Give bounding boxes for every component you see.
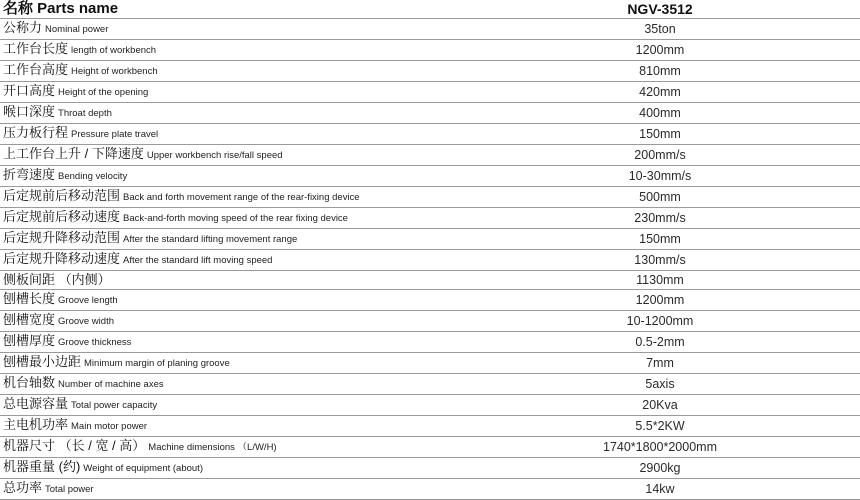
parameter-name-en: Throat depth [58,108,112,119]
table-row [0,145,860,166]
table-row [0,458,860,479]
parameter-name-cell [0,82,440,103]
table-row [0,82,860,103]
parameter-name-cell [0,40,440,61]
parameter-name-en: After the standard lift moving speed [123,255,273,266]
table-row [0,187,860,208]
parameter-name-zh: 开口高度 [3,83,56,98]
parameter-name-en: Minimum margin of planing groove [84,358,230,369]
parameter-name-zh: 后定规升降移动速度 [3,251,121,266]
parameter-value: 200mm/s [440,145,860,166]
parameter-name-en: Back and forth movement range of the rear-fixing device [123,192,360,203]
parameter-name-en: Groove width [58,316,114,327]
table-row [0,332,860,353]
table-header-row [0,0,860,19]
parameter-value: 400mm [440,103,860,124]
parameter-name-cell [0,19,440,40]
table-row [0,416,860,437]
parameter-name-cell [0,416,440,437]
parameter-name-cell [0,479,440,500]
parameter-value: 500mm [440,187,860,208]
parameter-value: 1200mm [440,40,860,61]
parameter-name-en: Total power capacity [71,400,158,411]
parameter-value: 1740*1800*2000mm [440,437,860,458]
parameter-name-zh: 公称力 [3,20,43,35]
parameter-name-cell [0,374,440,395]
parameter-name-cell [0,166,440,187]
parameter-name-cell [0,311,440,332]
parameter-value: 150mm [440,124,860,145]
table-row [0,103,860,124]
parameter-name-cell [0,353,440,374]
table-row [0,61,860,82]
parameter-name-en: Total power [45,484,94,495]
parts-name-header: 名称 Parts name [0,0,440,19]
parameter-name-en: Height of workbench [71,66,158,77]
parameter-name-zh: 后定规前后移动范围 [3,188,121,203]
parameter-value: 150mm [440,229,860,250]
parameter-value: 420mm [440,82,860,103]
table-row [0,479,860,500]
parameter-name-cell [0,145,440,166]
parameter-value: 7mm [440,353,860,374]
parameter-name-zh: 后定规前后移动速度 [3,209,121,224]
model-header: NGV-3512 [440,0,860,19]
parameter-value: 0.5-2mm [440,332,860,353]
parameter-value: 10-1200mm [440,311,860,332]
parameter-name-cell [0,271,440,290]
table-row [0,395,860,416]
table-row [0,229,860,250]
parameter-name-zh: 后定规升降移动范围 [3,230,121,245]
table-row [0,271,860,290]
parameter-name-zh: 工作台长度 [3,41,69,56]
parameter-value: 5axis [440,374,860,395]
parameter-name-zh: 机台轴数 [3,375,56,390]
parameter-value: 5.5*2KW [440,416,860,437]
table-row [0,208,860,229]
parameter-name-cell [0,290,440,311]
parameter-value: 1200mm [440,290,860,311]
table-row [0,353,860,374]
parameter-name-zh: 刨槽宽度 [3,312,56,327]
parameter-name-zh: 上工作台上升 / 下降速度 [3,146,144,161]
parameter-value: 35ton [440,19,860,40]
parameter-name-en: Groove length [58,295,118,306]
table-row [0,311,860,332]
parameter-name-cell [0,208,440,229]
parameter-name-cell [0,61,440,82]
parameter-name-cell [0,250,440,271]
parameter-name-zh: 刨槽厚度 [3,333,56,348]
parameter-name-zh: 工作台高度 [3,62,69,77]
table-row [0,437,860,458]
parameter-name-zh: 刨槽最小边距 [3,354,82,369]
table-row [0,250,860,271]
parameter-name-en: Groove thickness [58,337,132,348]
parameter-name-zh: 总功率 [3,480,43,495]
parameter-value: 130mm/s [440,250,860,271]
parameter-name-cell [0,187,440,208]
parameter-name-zh: 压力板行程 [3,125,69,140]
parameter-name-zh: 机器重量 (约) [3,459,81,474]
parameter-name-en: Height of the opening [58,87,149,98]
parameter-name-zh: 折弯速度 [3,167,56,182]
parameter-name-zh: 刨槽长度 [3,291,56,306]
parameter-value: 230mm/s [440,208,860,229]
parameter-name-en: Bending velocity [58,171,128,182]
parameter-name-en: Main motor power [71,421,148,432]
parameter-value: 2900kg [440,458,860,479]
parameter-name-cell [0,332,440,353]
parameter-name-en: Number of machine axes [58,379,164,390]
parameter-name-en: Nominal power [45,24,109,35]
parameter-name-en: After the standard lifting movement range [123,234,298,245]
parameter-name-zh: 主电机功率 [3,417,69,432]
table-row [0,19,860,40]
parameter-name-cell [0,124,440,145]
parameter-name-en: length of workbench [71,45,157,56]
parameter-name-zh: 机器尺寸 （长 / 宽 / 高） [3,438,146,453]
table-row [0,40,860,61]
table-row [0,374,860,395]
parameter-value: 810mm [440,61,860,82]
table-row [0,166,860,187]
parameter-name-cell [0,458,440,479]
parameter-value: 1130mm [440,271,860,290]
parameter-name-en: Weight of equipment (about) [83,463,203,474]
parameter-value: 20Kva [440,395,860,416]
parameter-name-en: Back-and-forth moving speed of the rear fixing device [123,213,348,224]
parameter-name-cell [0,437,440,458]
parameter-name-cell [0,229,440,250]
parameter-name-cell [0,395,440,416]
parameter-name-en: Upper workbench rise/fall speed [146,150,283,161]
parameter-name-cell [0,103,440,124]
parameter-name-zh: 侧板间距 （内侧） [3,272,111,287]
parameter-name-zh: 喉口深度 [3,104,56,119]
table-row [0,124,860,145]
parameter-value: 14kw [440,479,860,500]
parameter-name-zh: 总电源容量 [3,396,69,411]
parameter-name-en: Machine dimensions （L/W/H) [148,442,277,453]
table-row [0,290,860,311]
parameter-value: 10-30mm/s [440,166,860,187]
parameter-name-en: Pressure plate travel [71,129,159,140]
